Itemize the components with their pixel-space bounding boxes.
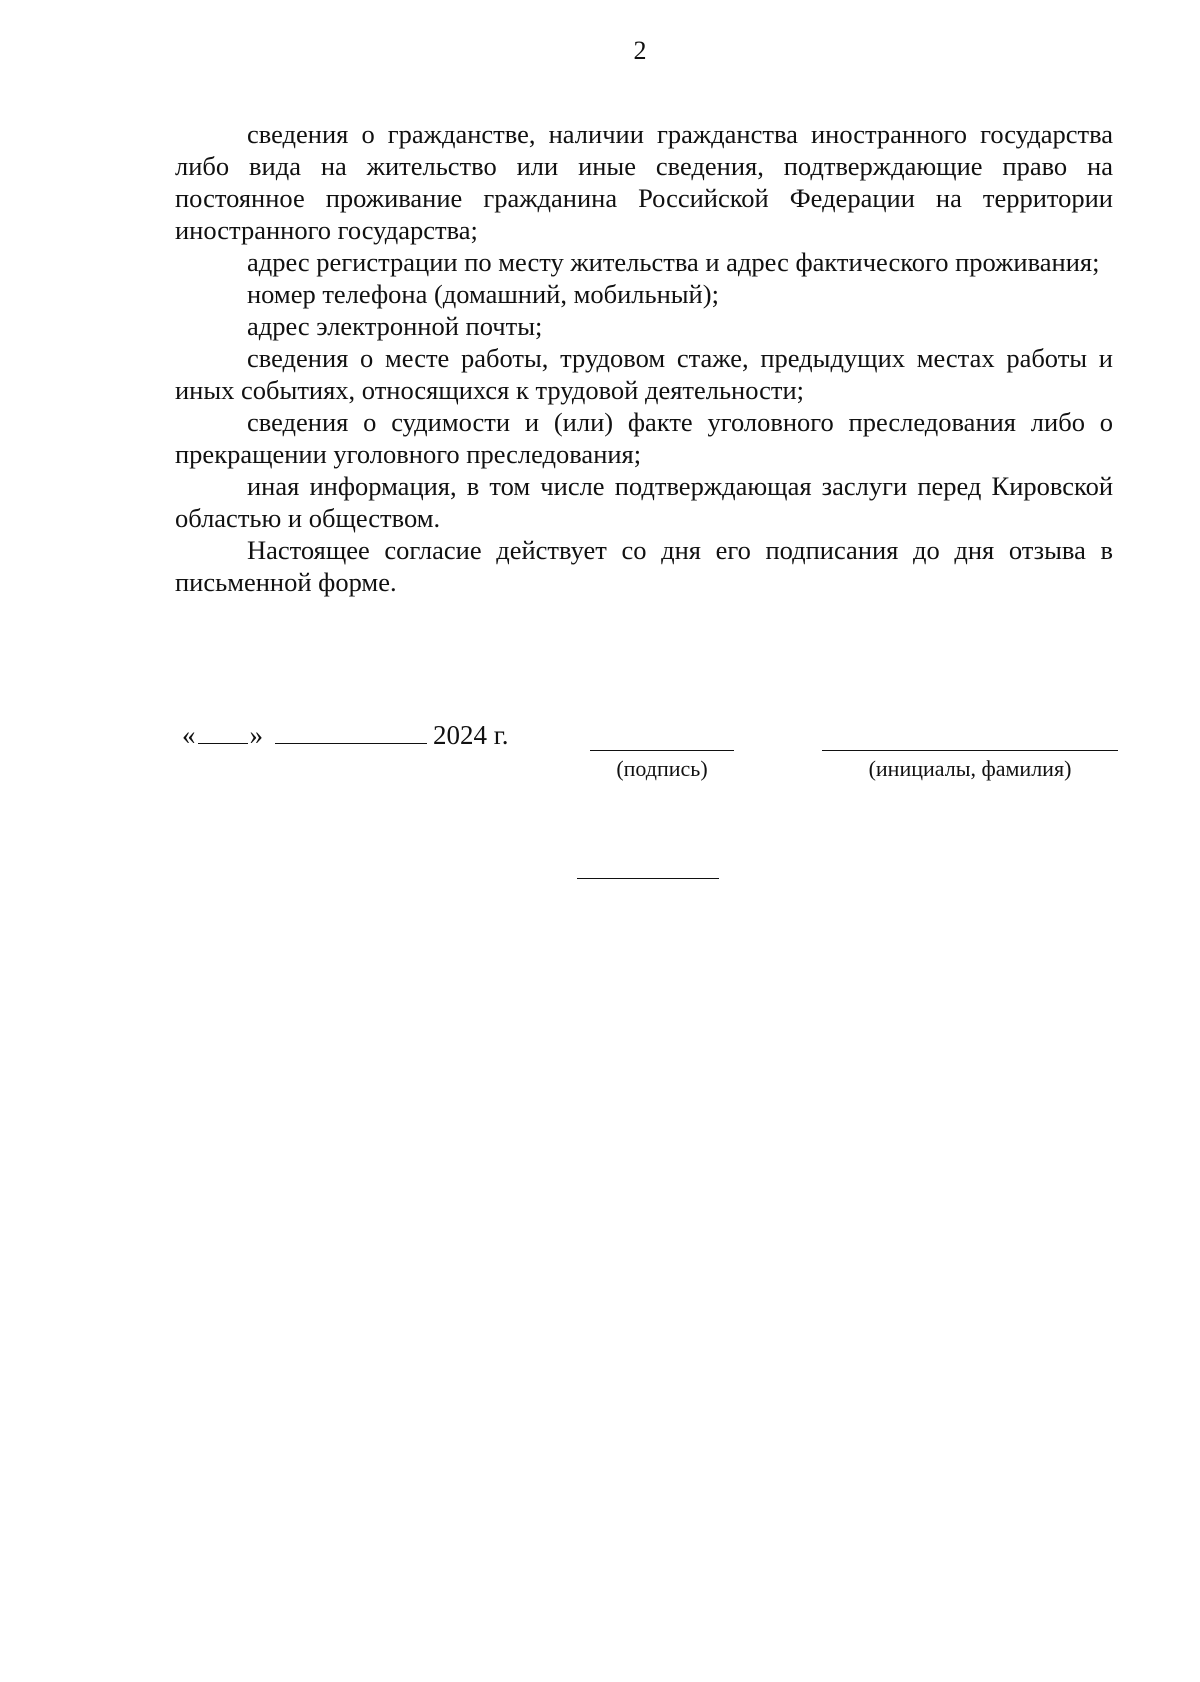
page-number: 2 xyxy=(633,36,647,65)
date-field xyxy=(182,720,509,751)
paragraph-other-info: иная информация, в том числе подтверждающая заслуги перед Кировской областью и обществом. xyxy=(175,471,1113,533)
name-line xyxy=(822,750,1118,751)
paragraph-email: адрес электронной почты; xyxy=(247,311,543,341)
month-blank xyxy=(275,721,427,744)
consent-text-body xyxy=(175,118,1113,598)
year-label: 2024 г. xyxy=(433,720,509,750)
open-quote: « xyxy=(182,720,196,750)
signature-line xyxy=(590,750,734,751)
name-caption: (инициалы, фамилия) xyxy=(868,756,1072,781)
paragraph-validity: Настоящее согласие действует со дня его подписания до дня отзыва в письменной форме. xyxy=(175,535,1113,597)
signature-caption: (подпись) xyxy=(616,756,708,781)
paragraph-citizenship: сведения о гражданстве, наличии гражданства иностранного государства либо вида на жительство или иные сведения, подтверждающие право на постоянное проживание гражданина Российской Федерации на территории иностранного государства; xyxy=(175,119,1113,245)
paragraph-employment: сведения о месте работы, трудовом стаже, предыдущих местах работы и иных событиях, относящихся к трудовой деятельности; xyxy=(175,343,1113,405)
paragraph-criminal-record: сведения о судимости и (или) факте уголовного преследования либо о прекращении уголовного преследования; xyxy=(175,407,1113,469)
document-end-rule xyxy=(577,878,719,879)
paragraph-address: адрес регистрации по месту жительства и адрес фактического проживания; xyxy=(247,247,1100,277)
close-quote: » xyxy=(249,720,263,750)
paragraph-phone: номер телефона (домашний, мобильный); xyxy=(247,279,719,309)
day-blank xyxy=(198,721,248,744)
